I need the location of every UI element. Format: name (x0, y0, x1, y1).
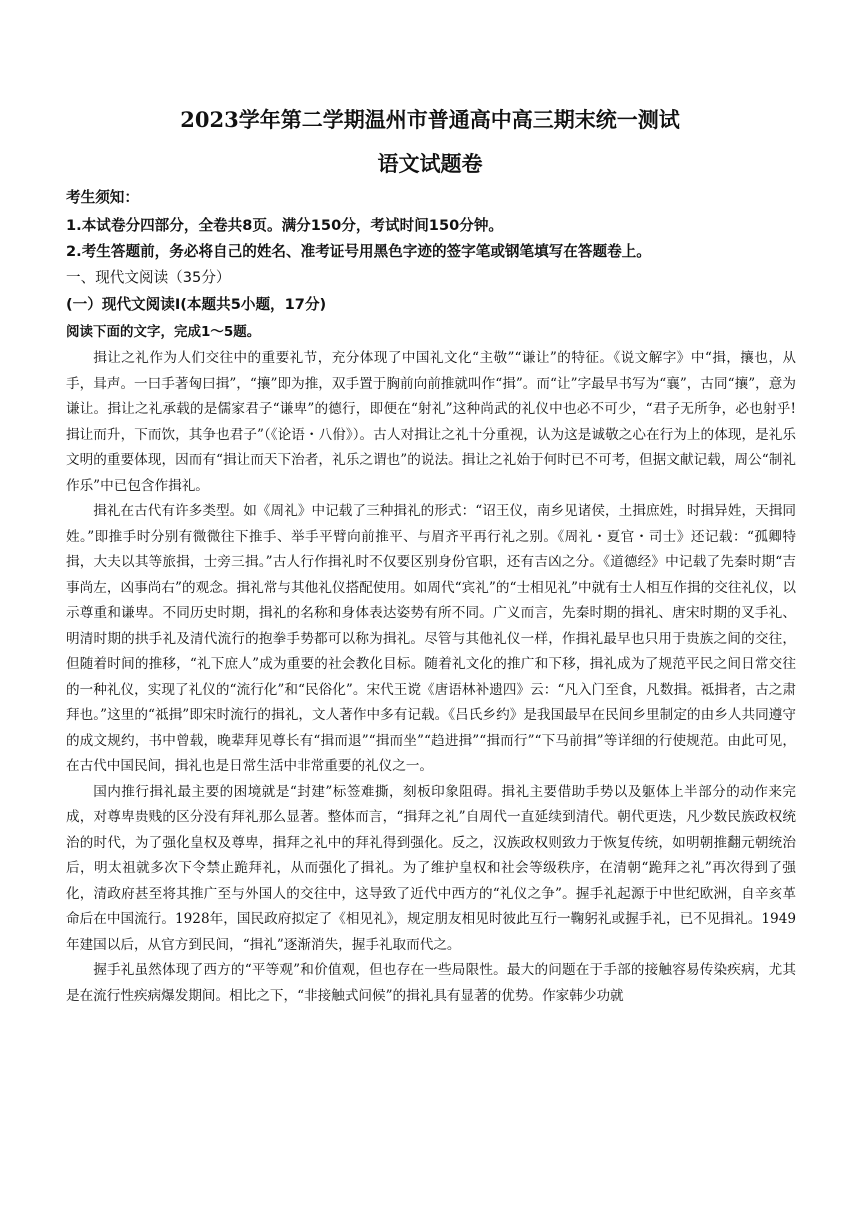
notice-heading: 考生须知： (66, 189, 139, 206)
passage-paragraph-2: 揖礼在古代有许多类型。如《周礼》中记载了三种揖礼的形式：“诏王仪，南乡见诸侯，土揖庶姓，时揖异姓，天揖同姓。”即推手时分别有微微往下推手、举手平臂向前推平、与眉齐平再行礼之别。《周礼・夏官・司士》还记载：“孤卿特揖，大夫以其等旅揖，士旁三揖。”古人行作揖礼时不仅要区别身份官职，还有吉凶之分。《道德经》中记载了先秦时期“吉事尚左，凶事尚右”的观念。揖礼常与其他礼仪搭配使用。如周代“宾礼”的“士相见礼”中就有士人相互作揖的交往礼仪，以示尊重和谦卑。不同历史时期，揖礼的名称和身体表达姿势有所不同。广义而言，先秦时期的揖礼、唐宋时期的叉手礼、明清时期的拱手礼及清代流行的抱拳手势都可以称为揖礼。尽管与其他礼仪一样，作揖礼最早也只用于贵族之间的交往，但随着时间的推移，“礼下庶人”成为重要的社会教化目标。随着礼文化的推广和下移，揖礼成为了规范平民之间日常交往的一种礼仪，实现了礼仪的“流行化”和“民俗化”。宋代王谠《唐语林补遗四》云：“凡入门至食，凡数揖。祗揖者，古之肃拜也。”这里的“祗揖”即宋时流行的揖礼，文人著作中多有记载。《吕氏乡约》是我国最早在民间乡里制定的由乡人共同遵守的成文规约，书中曾载，晚辈拜见尊长有“揖而退”“揖而坐”“趋进揖”“揖而行”“下马前揖”等详细的行使规范。由此可见，在古代中国民间，揖礼也是日常生活中非常重要的礼仪之一。 (66, 503, 796, 774)
passage-paragraph-1: 揖让之礼作为人们交往中的重要礼节，充分体现了中国礼文化“主敬”“谦让”的特征。《说文解字》中“揖，攘也，从手，咠声。一曰手著匈曰揖”，“攘”即为推，双手置于胸前向前推就叫作“揖”。而“让”字最早书写为“襄”，古同“攘”，意为谦让。揖让之礼承载的是儒家君子“谦卑”的德行，即便在“射礼”这种尚武的礼仪中也必不可少，“君子无所争，必也射乎!揖让而升，下而饮，其争也君子”（《论语・八佾》）。古人对揖让之礼十分重视，认为这是诚敬之心在行为上的体现，是礼乐文明的重要体现，因而有“揖让而天下治者，礼乐之谓也”的说法。揖让之礼始于何时已不可考，但据文献记载，周公“制礼作乐”中已包含作揖礼。 (66, 350, 796, 494)
subsection-heading: (一）现代文阅读Ⅰ(本题共5小题，17分) (66, 296, 327, 313)
reading-instruction: 阅读下面的文字，完成1～5题。 (66, 324, 261, 340)
exam-title: 2023学年第二学期温州市普通高中高三期末统一测试 (180, 107, 680, 132)
passage-paragraph-4: 握手礼虽然体现了西方的“平等观”和价值观，但也存在一些局限性。最大的问题在于手部的接触容易传染疾病，尤其是在流行性疾病爆发期间。相比之下，“非接触式问候”的揖礼具有显著的优势。作家韩少功就 (66, 962, 796, 1004)
notice-item-2: 2.考生答题前，务必将自己的姓名、准考证号用黑色字迹的签字笔或钢笔填写在答题卷上。 (66, 243, 651, 260)
passage-paragraph-3: 国内推行揖礼最主要的困境就是“封建”标签难撕，刻板印象阻碍。揖礼主要借助手势以及躯体上半部分的动作来完成，对尊卑贵贱的区分没有拜礼那么显著。整体而言，“揖拜之礼”自周代一直延续到清代。朝代更迭，凡少数民族政权统治的时代，为了强化皇权及尊卑，揖拜之礼中的拜礼得到强化。反之，汉族政权则致力于恢复传统，如明朝推翻元朝统治后，明太祖就多次下令禁止跪拜礼，从而强化了揖礼。为了维护皇权和社会等级秩序，在清朝“跪拜之礼”再次得到了强化，清政府甚至将其推广至与外国人的交往中，这导致了近代中西方的“礼仪之争”。握手礼起源于中世纪欧洲，自辛亥革命后在中国流行。1928年，国民政府拟定了《相见礼》，规定朋友相见时彼此互行一鞠躬礼或握手礼，已不见揖礼。1949年建国以后，从官方到民间，“揖礼”逐渐消失，握手礼取而代之。 (66, 783, 796, 953)
section-heading: 一、现代文阅读（35分） (66, 269, 231, 286)
exam-subtitle: 语文试题卷 (377, 151, 483, 176)
notice-item-1: 1.本试卷分四部分，全卷共8页。满分150分，考试时间150分钟。 (66, 217, 504, 234)
reading-passage (66, 346, 796, 1009)
